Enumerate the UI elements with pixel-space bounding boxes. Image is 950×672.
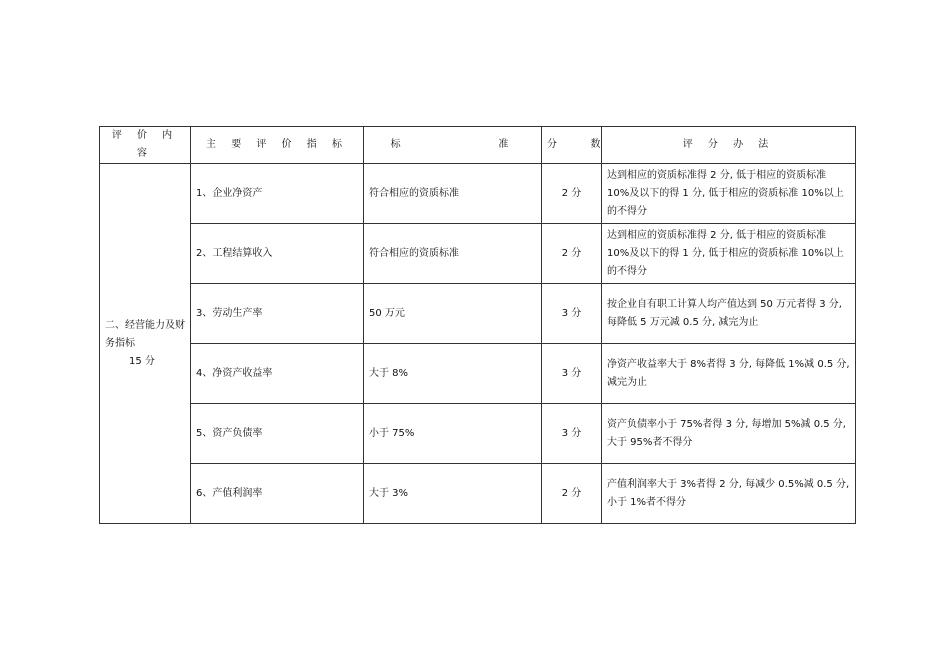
- method-cell: 达到相应的资质标准得 2 分, 低于相应的资质标准 10%及以下的得 1 分, 低于相应的资质标准 10%以上的不得分: [602, 224, 856, 284]
- indicator-cell: 5、资产负债率: [191, 404, 364, 464]
- indicator-cell: 4、净资产收益率: [191, 344, 364, 404]
- table-row: [100, 344, 856, 404]
- evaluation-table: [99, 126, 856, 524]
- points-cell: 2 分: [542, 164, 602, 224]
- indicator-cell: 1、企业净资产: [191, 164, 364, 224]
- method-cell: 产值利润率大于 3%者得 2 分, 每减少 0.5%减 0.5 分, 小于 1%者不得分: [602, 464, 856, 524]
- header-evaluation-content: 评 价 内 容: [100, 127, 191, 164]
- standard-cell: 符合相应的资质标准: [364, 164, 542, 224]
- points-cell: 2 分: [542, 464, 602, 524]
- points-cell: 2 分: [542, 224, 602, 284]
- table-row: [100, 464, 856, 524]
- category-score: 15 分: [129, 355, 155, 367]
- header-row: [100, 127, 856, 164]
- indicator-cell: 6、产值利润率: [191, 464, 364, 524]
- indicator-cell: 2、工程结算收入: [191, 224, 364, 284]
- points-cell: 3 分: [542, 344, 602, 404]
- table-row: [100, 164, 856, 224]
- indicator-cell: 3、劳动生产率: [191, 284, 364, 344]
- method-cell: 达到相应的资质标准得 2 分, 低于相应的资质标准 10%及以下的得 1 分, 低于相应的资质标准 10%以上的不得分: [602, 164, 856, 224]
- standard-cell: 50 万元: [364, 284, 542, 344]
- header-points: 分 数: [542, 127, 602, 164]
- evaluation-table-container: [99, 126, 855, 524]
- points-cell: 3 分: [542, 284, 602, 344]
- header-main-indicator: 主 要 评 价 指 标: [191, 127, 364, 164]
- method-cell: 按企业自有职工计算人均产值达到 50 万元者得 3 分, 每降低 5 万元减 0.5 分, 减完为止: [602, 284, 856, 344]
- method-cell: 净资产收益率大于 8%者得 3 分, 每降低 1%减 0.5 分, 减完为止: [602, 344, 856, 404]
- table-row: [100, 284, 856, 344]
- table-row: [100, 404, 856, 464]
- standard-cell: 大于 3%: [364, 464, 542, 524]
- standard-cell: 符合相应的资质标准: [364, 224, 542, 284]
- standard-cell: 小于 75%: [364, 404, 542, 464]
- category-cell: [100, 164, 191, 524]
- points-cell: 3 分: [542, 404, 602, 464]
- header-scoring-method: 评 分 办 法: [602, 127, 856, 164]
- table-row: [100, 224, 856, 284]
- category-label: 二、经营能力及财务指标: [105, 319, 185, 349]
- header-standard: 标 准: [364, 127, 542, 164]
- standard-cell: 大于 8%: [364, 344, 542, 404]
- method-cell: 资产负债率小于 75%者得 3 分, 每增加 5%减 0.5 分, 大于 95%者不得分: [602, 404, 856, 464]
